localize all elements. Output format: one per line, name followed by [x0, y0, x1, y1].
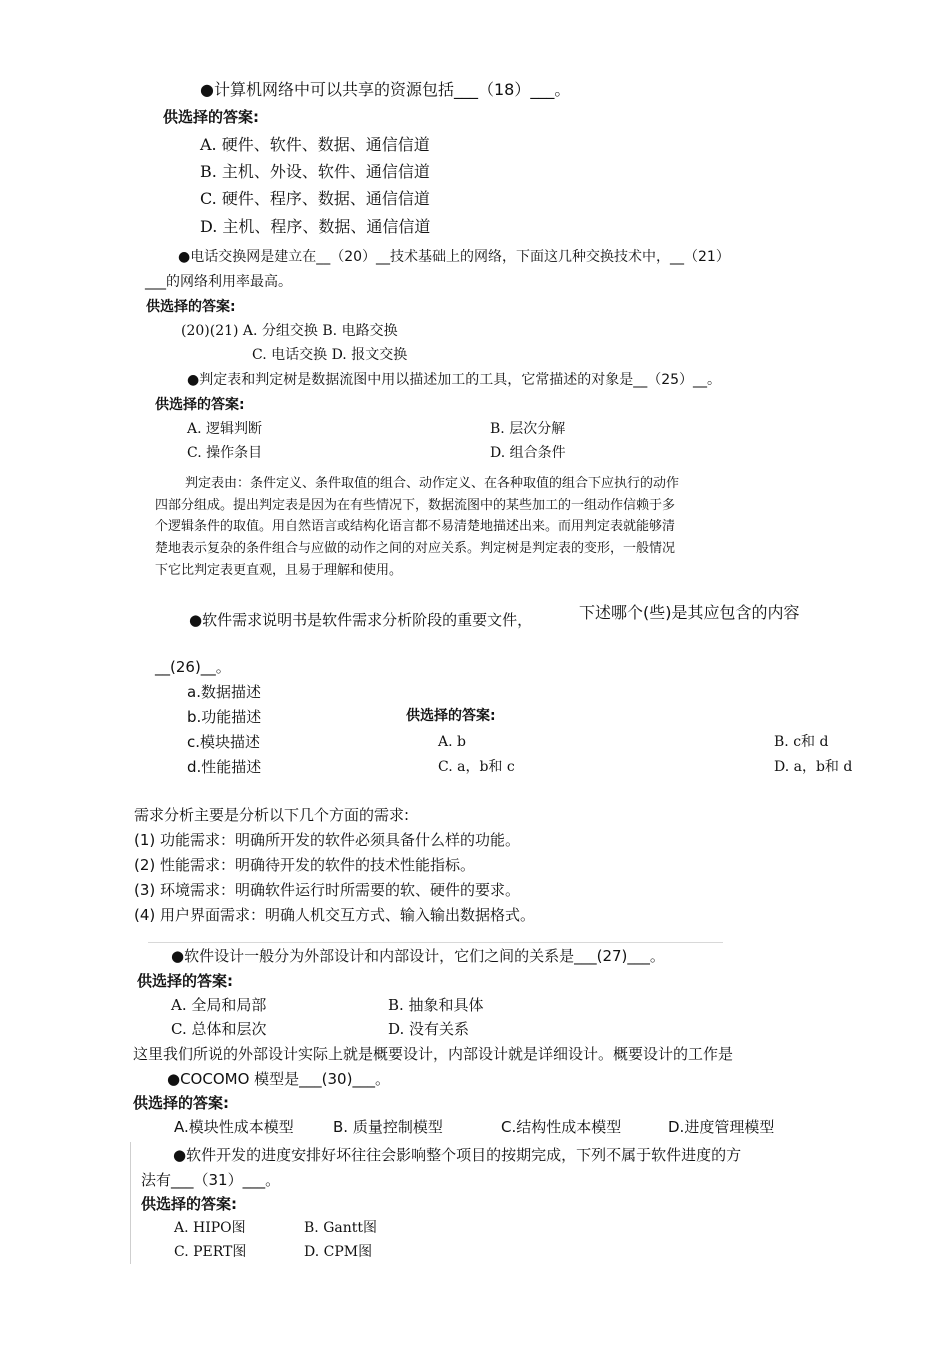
option-a: A. b	[438, 734, 466, 750]
option-a: A. 硬件、软件、数据、通信信道	[200, 135, 430, 154]
option-d: D. 没有关系	[388, 1020, 470, 1038]
requirement-item: (2) 性能需求：明确待开发的软件的技术性能指标。	[134, 856, 476, 874]
explanation-line: 楚地表示复杂的条件组合与应做的动作之间的对应关系。判定树是判定表的变形，一般情况	[155, 541, 676, 556]
option-b: B. Gantt图	[304, 1220, 377, 1236]
option-a: A. 逻辑判断	[187, 421, 263, 437]
answers-label: 供选择的答案:	[406, 708, 496, 724]
option-c: C. a，b和 c	[438, 759, 515, 775]
question-26-part1: ●软件需求说明书是软件需求分析阶段的重要文件，	[189, 611, 533, 629]
question-20-21-line1: ●电话交换网是建立在__（20）__技术基础上的网络，下面这几种交换技术中，__（21）	[178, 249, 730, 265]
question-25: ●判定表和判定树是数据流图中用以描述加工的工具，它常描述的对象是__（25）__。	[187, 372, 722, 388]
option-c: C. 总体和层次	[171, 1020, 267, 1038]
item-b: b.功能描述	[187, 708, 262, 726]
option-b: B. 质量控制模型	[333, 1118, 443, 1136]
question-30: ●COCOMO 模型是___(30)___。	[167, 1070, 390, 1088]
explanation-line: 四部分组成。提出判定表是因为在有些情况下，数据流图中的某些加工的一组动作信赖于多	[155, 498, 676, 513]
option-d: D. 组合条件	[490, 445, 566, 461]
answers-label: 供选择的答案:	[146, 299, 236, 315]
option-a: A. HIPO图	[174, 1220, 246, 1236]
question-26-line2: __(26)__。	[155, 658, 231, 676]
option-d: D. CPM图	[304, 1244, 373, 1260]
item-a: a.数据描述	[187, 683, 261, 701]
option-a: A. 全局和局部	[171, 996, 267, 1014]
options-line2: C. 电话交换 D. 报文交换	[252, 347, 408, 363]
option-b: B. c和 d	[774, 734, 829, 750]
design-note: 这里我们所说的外部设计实际上就是概要设计，内部设计就是详细设计。概要设计的工作是	[133, 1045, 734, 1063]
explanation-line: 下它比判定表更直观，且易于理解和使用。	[155, 563, 403, 578]
question-18: ●计算机网络中可以共享的资源包括___（18）___。	[200, 80, 571, 99]
answers-label: 供选择的答案:	[133, 1094, 229, 1112]
question-31-line2: 法有___（31）___。	[141, 1171, 281, 1189]
option-b: B. 抽象和具体	[388, 996, 484, 1014]
explanation-line: 判定表由：条件定义、条件取值的组合、动作定义、在各种取值的组合下应执行的动作	[185, 476, 680, 491]
question-26-part2: 下述哪个(些)是其应包含的内容	[579, 603, 800, 622]
requirement-item: (1) 功能需求：明确所开发的软件必须具备什么样的功能。	[134, 831, 521, 849]
requirement-item: (4) 用户界面需求：明确人机交互方式、输入输出数据格式。	[134, 906, 536, 924]
explanation-line: 个逻辑条件的取值。用自然语言或结构化语言都不易清楚地描述出来。而用判定表就能够清	[155, 519, 676, 534]
question-27: ●软件设计一般分为外部设计和内部设计，它们之间的关系是___(27)___。	[171, 947, 665, 965]
options-line1: (20)(21) A. 分组交换 B. 电路交换	[181, 323, 398, 339]
option-c: C. 硬件、程序、数据、通信信道	[200, 189, 430, 208]
requirement-item: (3) 环境需求：明确软件运行时所需要的软、硬件的要求。	[134, 881, 521, 899]
answers-label: 供选择的答案:	[141, 1195, 237, 1213]
option-c: C. 操作条目	[187, 445, 263, 461]
requirements-intro: 需求分析主要是分析以下几个方面的需求:	[134, 806, 410, 824]
answers-label: 供选择的答案:	[155, 397, 245, 413]
option-b: B. 层次分解	[490, 421, 566, 437]
question-31-line1: ●软件开发的进度安排好坏往往会影响整个项目的按期完成，下列不属于软件进度的方	[173, 1146, 742, 1164]
option-b: B. 主机、外设、软件、通信信道	[200, 162, 430, 181]
option-c: C.结构性成本模型	[501, 1118, 622, 1136]
answers-label: 供选择的答案:	[163, 108, 259, 126]
question-20-21-line2: ___的网络利用率最高。	[145, 274, 292, 290]
item-c: c.模块描述	[187, 733, 261, 751]
option-d: D.进度管理模型	[668, 1118, 775, 1136]
divider	[148, 942, 723, 943]
option-d: D. 主机、程序、数据、通信信道	[200, 217, 431, 236]
side-rule	[130, 1142, 131, 1264]
option-a: A.模块性成本模型	[174, 1118, 294, 1136]
item-d: d.性能描述	[187, 758, 262, 776]
option-c: C. PERT图	[174, 1244, 247, 1260]
answers-label: 供选择的答案:	[137, 972, 233, 990]
option-d: D. a，b和 d	[774, 759, 853, 775]
